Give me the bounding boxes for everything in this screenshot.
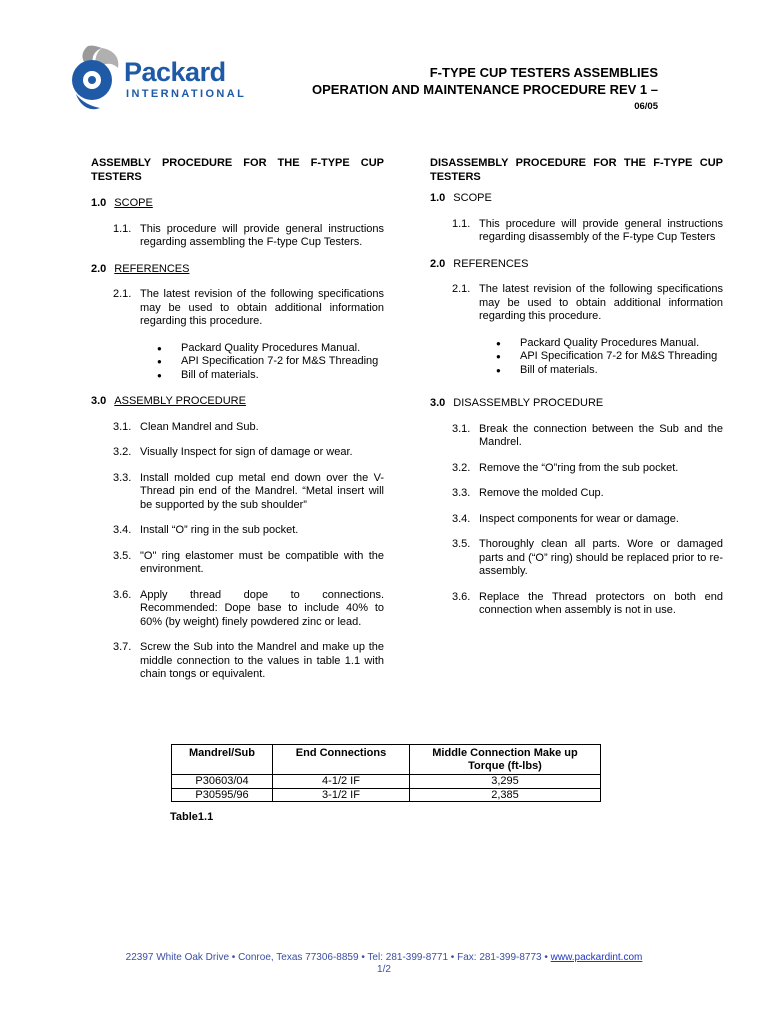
item-text: The latest revision of the following specifications may be used to obtain additional information regarding this procedure.: [140, 288, 384, 327]
step-item: [430, 538, 723, 579]
step-item: [430, 462, 723, 476]
step-number: 3.7.: [113, 641, 132, 653]
references-item: [430, 283, 723, 324]
table-cell: 2,385: [410, 788, 601, 802]
column-header: Mandrel/Sub: [172, 745, 273, 775]
step-item: [430, 591, 723, 618]
step-item: [430, 513, 723, 527]
section-number: 3.0: [91, 395, 107, 407]
item-number: 2.1.: [452, 283, 471, 295]
step-item: [91, 641, 384, 682]
step-number: 3.6.: [113, 588, 132, 601]
bullet-item: ● API Specification 7-2 for M&S Threading: [496, 350, 723, 364]
item-number: 2.1.: [113, 288, 132, 300]
scope-item: [430, 218, 723, 245]
step-item: [91, 446, 384, 460]
references-item: [91, 288, 384, 329]
item-text: This procedure will provide general instructions regarding assembling the F-type Cup Testers.: [140, 222, 384, 248]
step-text: "O" ring elastomer must be compatible with the environment.: [140, 549, 384, 575]
doc-title-line1: F-TYPE CUP TESTERS ASSEMBLIES: [429, 65, 658, 80]
references-section-heading: [91, 263, 384, 277]
step-item: [91, 472, 384, 513]
section-title: SCOPE: [114, 197, 153, 209]
disassembly-heading: DISASSEMBLY PROCEDURE FOR THE F-TYPE CUP TESTERS: [430, 157, 723, 183]
step-item: [91, 589, 384, 630]
footer-contact-line: [0, 952, 768, 964]
step-item: [430, 487, 723, 501]
assembly-procedure-heading: [91, 395, 384, 409]
section-number: 2.0: [91, 262, 107, 275]
item-text: This procedure will provide general instructions regarding disassembly of the F-type Cup Testers: [479, 217, 723, 243]
disassembly-column: [430, 157, 723, 618]
step-text: Break the connection between the Sub and the Mandrel.: [479, 422, 723, 448]
step-number: 3.2.: [452, 461, 471, 474]
step-number: 3.3.: [113, 471, 132, 484]
page-footer: [0, 952, 768, 976]
step-text: Inspect components for wear or damage.: [479, 512, 679, 525]
disassembly-procedure-heading: [430, 397, 723, 411]
bullet-item: ● Packard Quality Procedures Manual.: [157, 342, 384, 356]
doc-date: 06/05: [634, 101, 658, 112]
step-text: Thoroughly clean all parts. Wore or damaged parts and (“O” ring) should be replaced prior to re-assembly.: [479, 538, 723, 577]
step-number: 3.5.: [113, 549, 132, 562]
table-cell: P30595/96: [172, 788, 273, 802]
table-row: [172, 775, 601, 789]
page-number: 1/2: [377, 964, 391, 975]
step-text: Remove the “O”ring from the sub pocket.: [479, 461, 679, 474]
scope-item: [91, 223, 384, 250]
table-cell: 3-1/2 IF: [273, 788, 410, 802]
bullet-item: ● Bill of materials.: [157, 369, 384, 383]
assembly-column: [91, 157, 384, 682]
references-section-heading: [430, 258, 723, 272]
step-item: [91, 550, 384, 577]
step-text: Clean Mandrel and Sub.: [140, 420, 259, 433]
column-header: Middle Connection Make up Torque (ft-lbs): [410, 745, 601, 775]
step-item: [430, 423, 723, 450]
section-number: 1.0: [430, 192, 446, 204]
scope-section-heading: [430, 192, 723, 206]
bullet-item: ● Bill of materials.: [496, 364, 723, 378]
step-number: 3.4.: [113, 524, 132, 536]
table-cell: 3,295: [410, 775, 601, 789]
section-title: REFERENCES: [114, 262, 190, 275]
step-text: Visually Inspect for sign of damage or wear.: [140, 446, 353, 458]
step-text: Remove the molded Cup.: [479, 487, 604, 499]
section-title: SCOPE: [453, 192, 492, 204]
step-number: 3.6.: [452, 590, 471, 603]
logo-subtitle: INTERNATIONAL: [126, 88, 247, 100]
scope-section-heading: [91, 197, 384, 211]
step-number: 3.2.: [113, 446, 132, 458]
step-text: Apply thread dope to connections. Recommended: Dope base to include 40% to 60% (by weight) finely powdered zinc or lead.: [140, 588, 384, 628]
column-header: End Connections: [273, 745, 410, 775]
table-caption: Table1.1: [170, 811, 214, 823]
bullet-item: ● Packard Quality Procedures Manual.: [496, 337, 723, 351]
step-number: 3.1.: [452, 422, 471, 435]
section-title: DISASSEMBLY PROCEDURE: [453, 397, 604, 409]
item-number: 1.1.: [452, 217, 471, 230]
step-text: Install molded cup metal end down over the V-Thread pin end of the Mandrel. “Metal insert will be supported by the sub shoulder”: [140, 471, 384, 511]
references-bullet-list: [91, 342, 384, 383]
doc-title-line2: OPERATION AND MAINTENANCE PROCEDURE REV 1 –: [312, 82, 658, 97]
section-title: ASSEMBLY PROCEDURE: [114, 395, 246, 407]
step-item: [91, 421, 384, 435]
table-cell: P30603/04: [172, 775, 273, 789]
section-number: 1.0: [91, 197, 107, 209]
packard-logo-mark-icon: [66, 44, 126, 116]
section-number: 2.0: [430, 257, 446, 270]
step-item: [91, 524, 384, 538]
references-bullet-list: [430, 337, 723, 378]
table-row: [172, 788, 601, 802]
step-number: 3.3.: [452, 487, 471, 499]
table-header-row: [172, 745, 601, 775]
torque-table: [171, 744, 601, 802]
item-text: The latest revision of the following specifications may be used to obtain additional information regarding this procedure.: [479, 283, 723, 322]
step-number: 3.4.: [452, 512, 471, 525]
step-number: 3.5.: [452, 538, 471, 550]
step-number: 3.1.: [113, 420, 132, 433]
section-number: 3.0: [430, 397, 446, 409]
footer-address: 22397 White Oak Drive • Conroe, Texas 77306-8859 • Tel: 281-399-8771 • Fax: 281-399-8773 •: [125, 952, 551, 963]
section-title: REFERENCES: [453, 257, 529, 270]
website-link[interactable]: www.packardint.com: [550, 952, 643, 963]
logo-wordmark: Packard: [124, 57, 226, 87]
company-logo: [66, 44, 246, 116]
assembly-heading: ASSEMBLY PROCEDURE FOR THE F-TYPE CUP TESTERS: [91, 157, 384, 183]
item-number: 1.1.: [113, 222, 132, 235]
step-text: Install “O” ring in the sub pocket.: [140, 524, 299, 536]
bullet-item: ● API Specification 7-2 for M&S Threading: [157, 355, 384, 369]
table-cell: 4-1/2 IF: [273, 775, 410, 789]
step-text: Screw the Sub into the Mandrel and make up the middle connection to the values in table 1.1 with chain tongs or equivalent.: [140, 641, 384, 680]
step-text: Replace the Thread protectors on both end connection when assembly is not in use.: [479, 590, 723, 616]
